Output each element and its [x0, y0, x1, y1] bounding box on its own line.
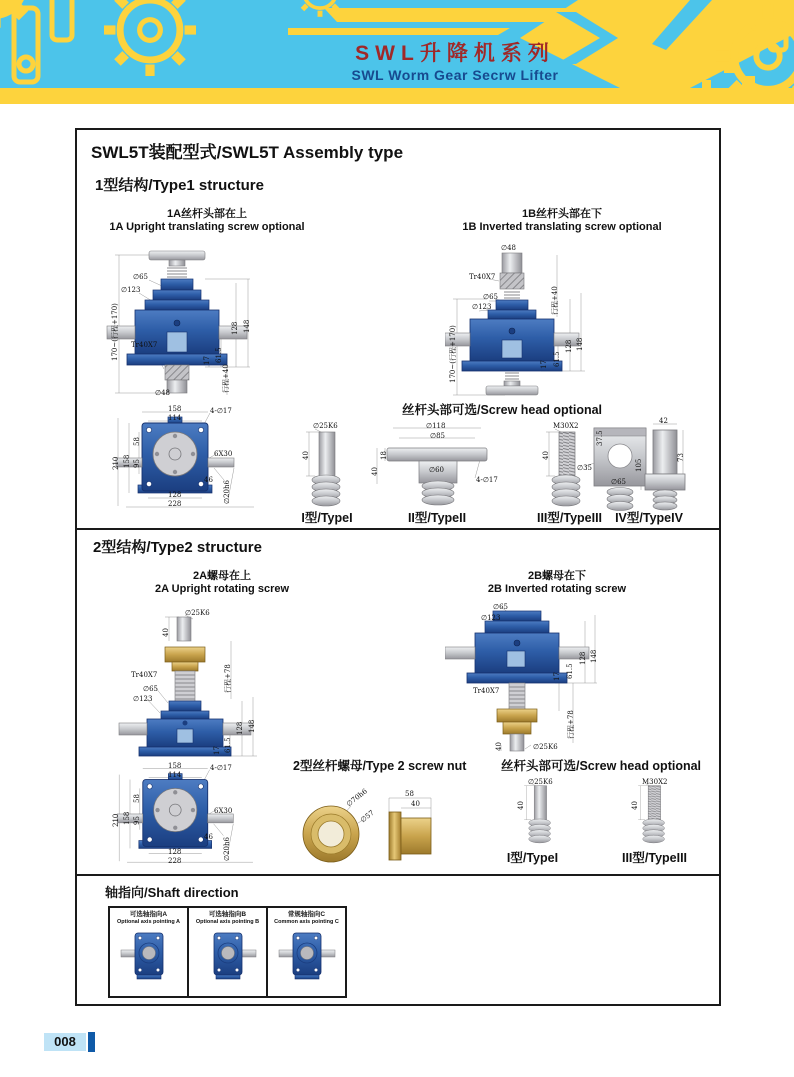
shaft-direction-table: [108, 906, 347, 998]
dim-label: 58: [133, 794, 141, 803]
screw-head-title-1: 丝杆头部可选/Screw head optional: [401, 403, 603, 417]
technical-drawing: [110, 753, 270, 873]
dim-label: 228: [168, 500, 182, 508]
dim-label: 61.5: [215, 347, 223, 363]
dim-label: ∅25K6: [313, 422, 338, 430]
screw-head-type4-drawing: [577, 414, 712, 512]
dim-label: ∅20h6: [223, 480, 231, 504]
dim-label: 61.5: [566, 663, 574, 679]
dim-label: 行程+78: [567, 710, 575, 739]
gearbox-shaft-c-drawing: [275, 929, 339, 983]
dim-label: ∅57: [359, 808, 376, 825]
gearbox-2a-drawing: [115, 605, 265, 757]
dim-label: ∅25K6: [528, 778, 553, 786]
screw-head-type2-drawing: [369, 422, 514, 510]
fig-2b-caption: [407, 570, 707, 596]
dim-label: ∅48: [155, 389, 171, 397]
dim-label: 42: [659, 417, 668, 425]
technical-drawing: [577, 414, 712, 512]
dim-label: 行程+40: [222, 364, 230, 393]
dim-label: ∅65: [483, 293, 499, 301]
gearbox-shaft-b-drawing: [196, 929, 260, 983]
dim-label: ∅123: [481, 614, 501, 622]
screw-nut-side-drawing: [383, 778, 438, 864]
dim-label: 46: [204, 833, 213, 841]
dim-label: ∅65: [143, 685, 159, 693]
screw-head-title-2: 丝杆头部可选/Screw head optional: [501, 759, 702, 773]
gearbox-shaft-a-drawing: [117, 929, 181, 983]
dim-label: 40: [542, 451, 550, 460]
gearbox-1b-drawing: [445, 243, 595, 398]
technical-drawing: [445, 243, 595, 398]
dim-label: Tr40X7: [469, 273, 496, 281]
dim-label: ∅123: [472, 303, 492, 311]
dim-label: 40: [302, 451, 310, 460]
technical-drawing: [105, 243, 255, 398]
technical-drawing: [515, 778, 565, 846]
dim-label: 18: [380, 451, 388, 460]
type-i-label: I型/TypeI: [301, 511, 353, 525]
dim-label: 4-∅17: [210, 764, 232, 772]
technical-drawing: [110, 396, 270, 518]
section-divider: [77, 528, 719, 530]
dim-label: 95: [133, 459, 141, 468]
screw-nut-front-drawing: [299, 788, 379, 864]
dim-label: ∅123: [133, 695, 153, 703]
stripe-shape: [288, 28, 510, 35]
gearbox-1a-drawing: [105, 243, 255, 398]
technical-drawing: [445, 603, 605, 753]
dim-label: M30X2: [642, 778, 668, 786]
dim-label: ∅123: [121, 286, 141, 294]
dim-label: 17: [553, 672, 561, 681]
dim-label: ∅118: [426, 422, 446, 430]
fig-1b-caption-cn: 1B丝杆头部在下: [521, 208, 603, 220]
dim-label: ∅35: [577, 464, 593, 472]
fig-2a-caption-en: 2A Upright rotating screw: [154, 583, 290, 595]
series-title: SWL升降机系列: [355, 42, 555, 65]
dim-label: ∅48: [501, 244, 517, 252]
dim-label: 210: [112, 456, 120, 470]
screw-head-type1-drawing: [299, 422, 354, 510]
type-iii-label: III型/TypeIII: [536, 511, 603, 525]
dim-label: Tr40X7: [131, 671, 158, 679]
section-divider: [77, 874, 719, 876]
dim-label: 148: [243, 319, 251, 333]
dim-label: 114: [168, 414, 182, 422]
dim-label: Tr40X7: [131, 341, 158, 349]
dim-label: 40: [162, 628, 170, 637]
dim-label: ∅25K6: [185, 609, 210, 617]
shaft-direction-cell-c: [268, 908, 345, 996]
assembly-heading: SWL5T装配型式/SWL5T Assembly type: [91, 143, 404, 162]
cell-b-title-en: Optional axis pointing B: [195, 919, 260, 925]
shaft-direction-cell-b: [189, 908, 268, 996]
dim-label: 46: [204, 476, 213, 484]
dim-label: ∅70h6: [345, 787, 369, 809]
dim-label: 114: [168, 771, 182, 779]
cell-c-title-cn: 常规轴指向C: [287, 911, 326, 918]
cell-a-title-en: Optional axis pointing A: [116, 919, 181, 925]
page-header: [0, 0, 794, 104]
dim-label: 128: [168, 848, 182, 856]
dim-label: 行程+40: [551, 286, 559, 315]
gear-icon: [104, 0, 196, 76]
gearbox-top-view-2: [110, 753, 270, 873]
type1-heading: 1型结构/Type1 structure: [95, 177, 264, 194]
screw-nut-title: 2型丝杆螺母/Type 2 screw nut: [293, 759, 467, 773]
fig-1b-caption-en: 1B Inverted translating screw optional: [462, 221, 662, 233]
dim-label: ∅25K6: [533, 743, 558, 751]
cell-c-title-en: Common axis pointing C: [274, 919, 339, 925]
technical-drawing: [299, 788, 379, 864]
dim-label: 128: [579, 651, 587, 665]
dim-label: 148: [590, 649, 598, 663]
header-yellow-bar: [0, 88, 794, 104]
dim-label: 170~(行程+170): [111, 303, 119, 361]
dim-label: 40: [517, 801, 525, 810]
dim-label: M30X2: [553, 422, 579, 430]
dim-label: 128: [168, 491, 182, 499]
fig-2b-caption-cn: 2B螺母在下: [527, 570, 587, 582]
fig-2b-caption-en: 2B Inverted rotating screw: [487, 583, 627, 595]
dim-label: 148: [576, 337, 584, 351]
dim-label: 148: [248, 719, 256, 733]
type-iv-label: IV型/TypeIV: [615, 511, 683, 525]
technical-drawing: [299, 422, 354, 510]
dim-label: 128: [565, 339, 573, 353]
dim-label: 73: [677, 453, 685, 462]
dim-label: 228: [168, 857, 182, 865]
page-number-bar: [88, 1032, 95, 1052]
dim-label: 40: [411, 800, 420, 808]
dim-label: 158: [123, 811, 131, 825]
dim-label: 158: [168, 405, 182, 413]
dim-label: 58: [405, 790, 414, 798]
dim-label: ∅65: [493, 603, 509, 611]
dim-label: ∅65: [133, 273, 149, 281]
dim-label: 95: [133, 816, 141, 825]
dim-label: ∅85: [430, 432, 446, 440]
technical-drawing: [629, 778, 679, 846]
assembly-content-box: [75, 128, 721, 1006]
series-subtitle: SWL Worm Gear Secrw Lifter: [351, 67, 559, 83]
dim-label: ∅65: [611, 478, 627, 486]
fig-1a-caption: [97, 208, 317, 234]
fig-1a-caption-en: 1A Upright translating screw optional: [109, 221, 305, 233]
fig-1a-caption-cn: 1A丝杆头部在上: [166, 208, 248, 220]
dim-label: 6X30: [214, 807, 233, 815]
dim-label: 58: [133, 437, 141, 446]
dim-label: 行程+78: [224, 664, 232, 693]
gearbox-top-view-1: [110, 396, 270, 518]
dim-label: 170~(行程+170): [449, 325, 457, 383]
dim-label: 158: [123, 454, 131, 468]
dim-label: 61.5: [553, 351, 561, 367]
dim-label: 158: [168, 762, 182, 770]
fig-1b-caption: [407, 208, 717, 234]
dim-label: 40: [631, 801, 639, 810]
dim-label: 17: [213, 746, 221, 755]
dim-label: 105: [635, 458, 643, 472]
cell-a-title-cn: 可选轴指向A: [129, 911, 168, 918]
dim-label: 61.5: [224, 737, 232, 753]
type2-heading: 2型结构/Type2 structure: [93, 539, 262, 556]
fig-2a-caption: [112, 570, 332, 596]
dim-label: 210: [112, 813, 120, 827]
dim-label: 4-∅17: [210, 407, 232, 415]
dim-label: 40: [495, 742, 503, 751]
gear-icon: [0, 0, 36, 28]
gearbox-2b-drawing: [445, 603, 605, 753]
dim-label: Tr40X7: [473, 687, 500, 695]
type-iii-label-2: III型/TypeIII: [621, 851, 688, 865]
dim-label: 128: [236, 721, 244, 735]
page-number: 008: [44, 1033, 86, 1051]
shaft-direction-cell-a: [110, 908, 189, 996]
dim-label: 128: [231, 321, 239, 335]
dim-label: 40: [371, 467, 379, 476]
screw-head-type1-drawing-2: [515, 778, 570, 848]
type-i-label-2: I型/TypeI: [506, 851, 559, 865]
shaft-direction-heading: 轴指向/Shaft direction: [105, 885, 239, 900]
header-titles: [270, 42, 640, 84]
dim-label: ∅60: [429, 466, 445, 474]
cell-b-title-cn: 可选轴指向B: [208, 911, 247, 918]
dim-label: 37.5: [596, 430, 604, 446]
type-ii-label: II型/TypeII: [407, 511, 467, 525]
screw-head-type3-drawing-2: [629, 778, 684, 848]
fig-2a-caption-cn: 2A螺母在上: [192, 570, 252, 582]
dim-label: 6X30: [214, 450, 233, 458]
dim-label: 4-∅17: [476, 476, 498, 484]
dim-label: ∅20h6: [223, 837, 231, 861]
dim-label: 17: [540, 360, 548, 369]
dim-label: 17: [203, 356, 211, 365]
